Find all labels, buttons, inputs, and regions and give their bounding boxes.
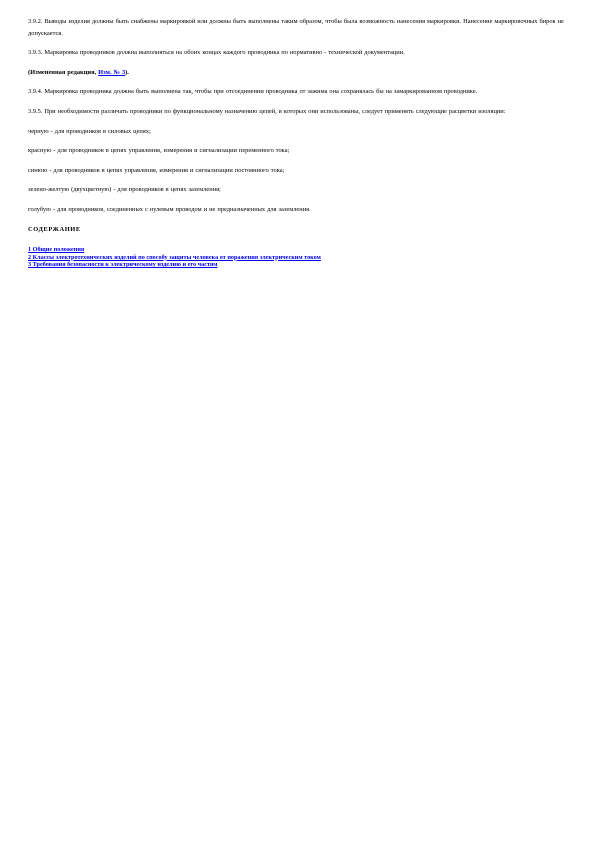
table-of-contents bbox=[28, 246, 568, 269]
change-note-prefix: (Измененная редакция, bbox=[28, 68, 99, 76]
paragraph-3-9-4: 3.9.4. Маркировка проводника должна быть выполнена так, чтобы при отсоединении проводника от зажима она сохранялась бы на замаркированном проводнике. bbox=[28, 88, 478, 96]
toc-item bbox=[28, 246, 568, 254]
color-black-item: черную - для проводников в силовых цепях; bbox=[28, 127, 151, 135]
paragraph-3-9-2: 3.9.2. Выводы изделия должны быть снабжены маркировкой или должны быть выполнены таким образом, чтобы была возможность нанесения маркировки. Нанесение маркировочных бирок не допускается. bbox=[28, 18, 564, 37]
color-red-item: красную - для проводников в цепях управления, измерения и сигнализации переменного тока; bbox=[28, 147, 290, 155]
toc-link-3[interactable]: 3 Требования безопасности к электрическому изделию и его частям bbox=[28, 261, 218, 269]
color-blue-item: синюю - для проводников в цепях управления, измерения и сигнализации постоянного тока; bbox=[28, 166, 285, 174]
toc-title: СОДЕРЖАНИЕ bbox=[28, 225, 81, 233]
document-page bbox=[28, 16, 568, 269]
paragraph-3-9-5: 3.9.5. При необходимости различать проводники по функциональному назначению цепей, в которых они использованы, следует применять следующие расцветки изоляции: bbox=[28, 107, 506, 115]
toc-link-1[interactable]: 1 Общие положения bbox=[28, 246, 85, 254]
change-note-suffix: ). bbox=[125, 68, 129, 76]
color-greenyellow-item: зелено-желтую (двухцветную) - для проводников в цепях заземления; bbox=[28, 186, 221, 194]
toc-item bbox=[28, 254, 568, 262]
toc-link-2[interactable]: 2 Классы электротехнических изделий по способу защиты человека от поражения электрическим током bbox=[28, 253, 321, 261]
color-lightblue-item: голубую - для проводников, соединенных с нулевым проводом и не предназначенных для заземления. bbox=[28, 205, 311, 213]
paragraph-3-9-3: 3.9.3. Маркировка проводников должна выполняться на обоих концах каждого проводника по нормативно - технической документации. bbox=[28, 49, 405, 57]
change-note bbox=[28, 67, 568, 79]
toc-item bbox=[28, 261, 568, 269]
change-link[interactable]: Изм. № 3 bbox=[98, 68, 126, 76]
